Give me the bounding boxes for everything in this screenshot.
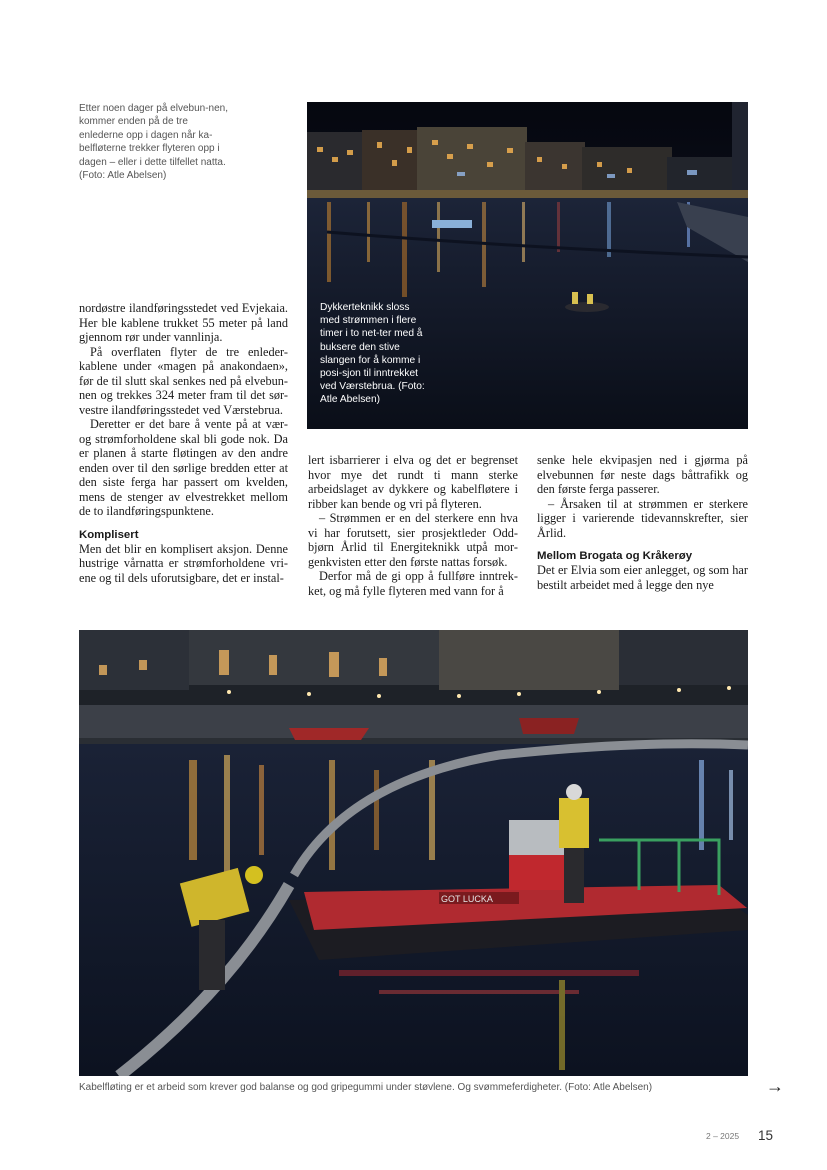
col2-paragraph-3: Derfor må de gi opp å fullføre inntrek-ket, og må fylle flyteren med vann for å bbox=[308, 569, 518, 598]
photo1-side-caption: Etter noen dager på elvebun-nen, kommer enden på de tre enlederne opp i dagen når ka-belfløterne trekker flyteren opp i dagen – eller i dette tilfellet natta. (Foto: Atle Abelsen) bbox=[79, 103, 228, 182]
cable-floating-image bbox=[79, 630, 748, 1076]
page-number: 15 bbox=[758, 1128, 774, 1143]
photo1-overlay-caption: Dykkerteknikk sloss med strømmen i flere timer i to net-ter med å buksere den stive slangen for å komme i posi-sjon til inntrekket ved Værstebrua. (Foto: Atle Abelsen) bbox=[320, 302, 425, 406]
col1-paragraph-1: nordøstre ilandføringsstedet ved Evjekaia. Her ble kablene trukket 55 meter på land gjennom rør under vannlinja. bbox=[79, 301, 288, 344]
boat-name-label: GOT LUCKA bbox=[441, 894, 493, 904]
article-column-3 bbox=[537, 453, 748, 592]
photo-cable-floating-boat bbox=[79, 630, 748, 1076]
col1-paragraph-4: Men det blir en komplisert aksjon. Denne hustrige vårnatta er strømforholdene vri-ene og til dels uforutsigbare, det er instal- bbox=[79, 541, 288, 585]
section-heading-mellom-brogata: Mellom Brogata og Kråkerøy bbox=[537, 550, 693, 562]
col1-paragraph-2: På overflaten flyter de tre enleder-kablene under «magen på anakondaen», før de til slutt skal senkes ned på elvebun-nen og trekkes 324 meter fram til det sør-vestre ilandføringsstedet ved Værstebrua. bbox=[79, 344, 288, 417]
col3-paragraph-3: Det er Elvia som eier anlegget, og som har bestilt arbeidet med å legge den nye bbox=[537, 563, 748, 592]
col2-paragraph-2: – Strømmen er en del sterkere enn hva vi har forutsett, sier prosjektleder Odd-bjørn Årlid til Energiteknikk utpå mor-genkvisten etter den første nattas forsøk. bbox=[308, 511, 518, 569]
col3-paragraph-2: – Årsaken til at strømmen er sterkere ligger i varierende tidevannskrefter, sier Årlid. bbox=[537, 496, 748, 540]
next-page-arrow-icon[interactable]: → bbox=[766, 1076, 784, 1096]
article-column-2 bbox=[308, 453, 518, 598]
col3-paragraph-1: senke hele ekvipasjen ned i gjørma på elvebunnen før neste dags båttrafikk og den første ferga passerer. bbox=[537, 453, 748, 496]
col2-paragraph-1: lert isbarrierer i elva og det er begrenset hvor mye det rundt ti mann sterke arbeidslaget av dykkere og kabelfløtere i ribber kan bende og vri på flyteren. bbox=[308, 453, 518, 511]
issue-number: 2 – 2025 bbox=[706, 1131, 740, 1141]
photo2-caption: Kabelfløting er et arbeid som krever god balanse og god gripegummi under støvlene. Og svømmeferdigheter. (Foto: Atle Abelsen) bbox=[79, 1082, 653, 1093]
article-column-1 bbox=[79, 301, 288, 585]
col1-paragraph-3: Deretter er det bare å vente på at vær- og strømforholdene skal bli gode nok. Da er planen å starte fløtingen av den andre enden over til den sørlige bredden etter at den siste ferga har passert om kvelden, mens de stenger av elvestrekket mellom de to ilandføringspunktene. bbox=[79, 417, 288, 518]
section-heading-komplisert: Komplisert bbox=[79, 528, 139, 541]
